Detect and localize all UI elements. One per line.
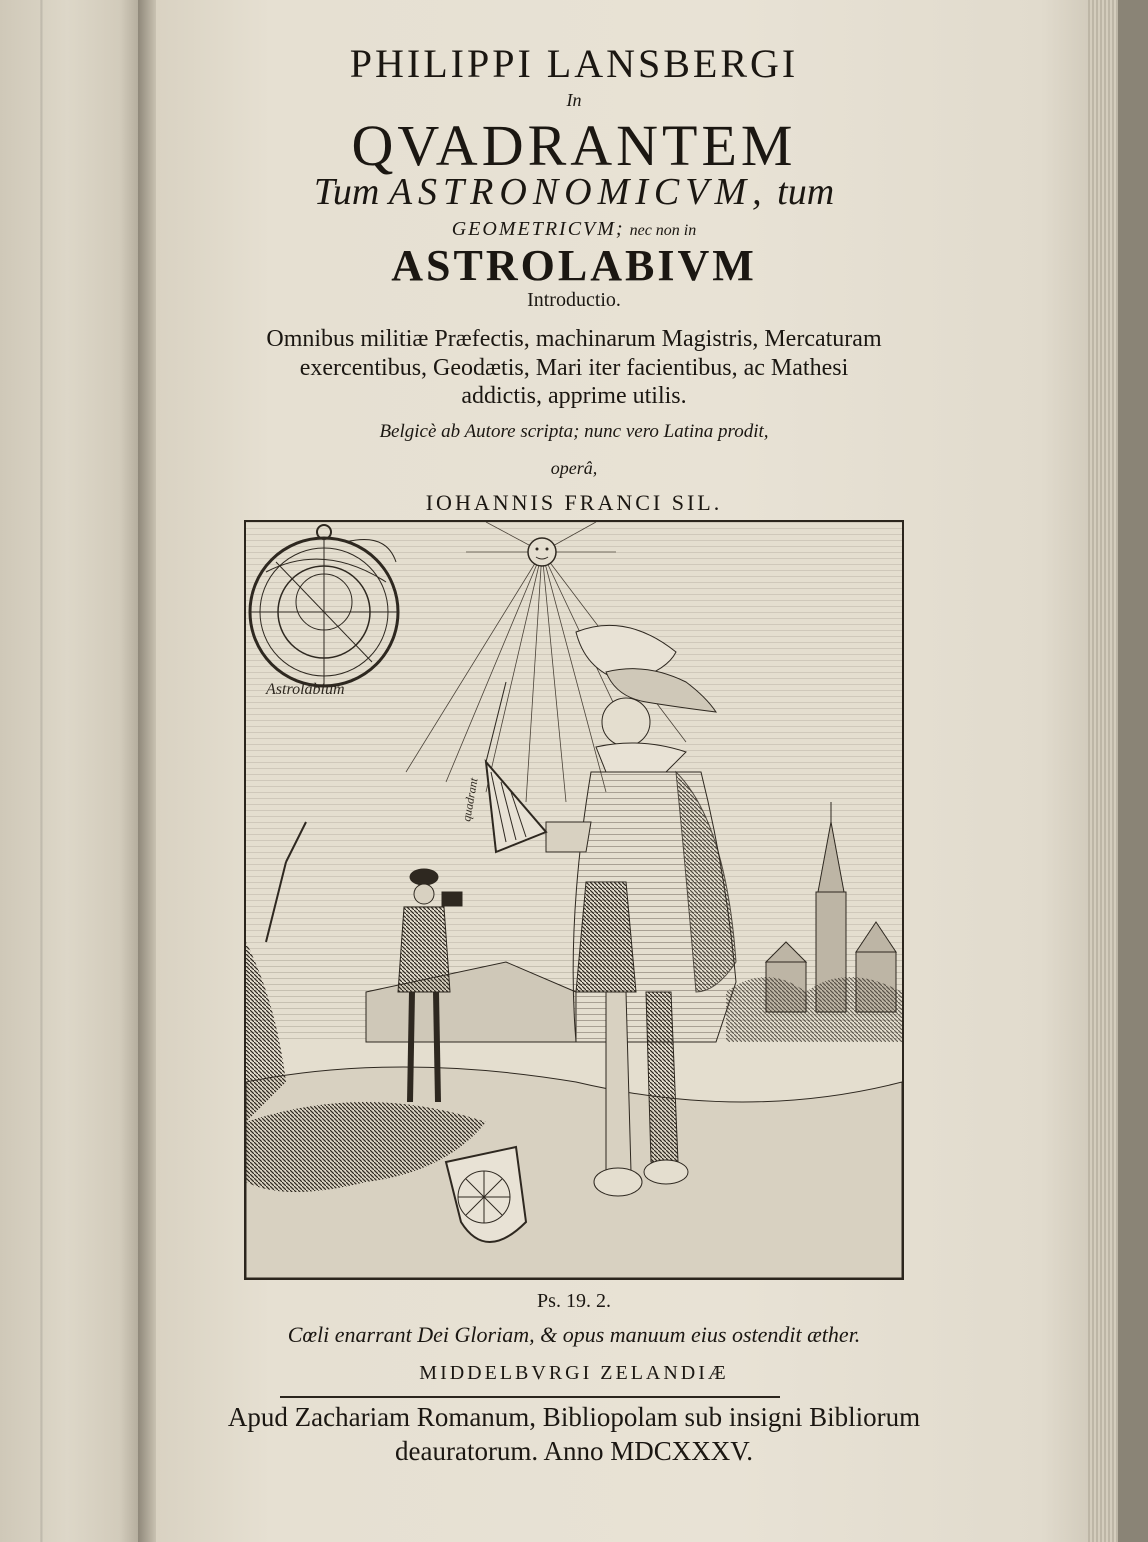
sky xyxy=(246,522,902,952)
imprint-year: deauratorum. Anno MDCXXXV. xyxy=(395,1436,753,1466)
translator-name: IOHANNIS FRANCI SIL. xyxy=(425,490,723,515)
geometricum-word: GEOMETRICVM; xyxy=(451,218,625,240)
tum-word: tum xyxy=(777,171,835,213)
psalm-reference: Ps. 19. 2. xyxy=(537,1290,611,1312)
main-title: QVADRANTEM xyxy=(351,113,797,178)
astrolabium-title: ASTROLABIVM xyxy=(391,241,757,290)
preposition-in: In xyxy=(566,90,582,110)
dedication-line: exercentibus, Geodætis, Mari iter facientibus, ac Mathesi xyxy=(299,355,849,381)
imprint-publisher: Apud Zachariam Romanum, Bibliopolam sub insigni Bibliorum xyxy=(227,1402,921,1432)
nec-non-in: nec non in xyxy=(629,222,697,239)
sun-icon xyxy=(528,538,556,566)
title-engraving xyxy=(244,520,904,1280)
imprint-rule xyxy=(280,1396,780,1398)
dedication-line: addictis, apprime utilis. xyxy=(461,383,687,409)
opera-word: operâ, xyxy=(550,458,598,478)
dedication-line: Omnibus militiæ Præfectis, machinarum Magistris, Mercaturam xyxy=(266,326,882,352)
psalm-motto: Cœli enarrant Dei Gloriam, & opus manuum eius ostendit æther. xyxy=(287,1322,861,1347)
engraving-illustration xyxy=(246,522,902,1278)
translation-note: Belgicè ab Autore scripta; nunc vero Latina prodit, xyxy=(379,421,769,442)
imprint-place: MIDDELBVRGI ZELANDIÆ xyxy=(419,1362,729,1384)
quadrant-label: quadrant xyxy=(459,776,481,823)
astronomicum-word: ASTRONOMICVM, xyxy=(388,171,768,213)
introductio: Introductio. xyxy=(527,289,621,311)
subtitle-astronomicum-line xyxy=(0,170,1148,214)
astrolabium-label: Astrolabium xyxy=(266,681,345,698)
subtitle-geometricum-line xyxy=(0,218,1148,241)
author-name: PHILIPPI LANSBERGI xyxy=(349,41,799,86)
tum-word: Tum xyxy=(313,171,380,213)
